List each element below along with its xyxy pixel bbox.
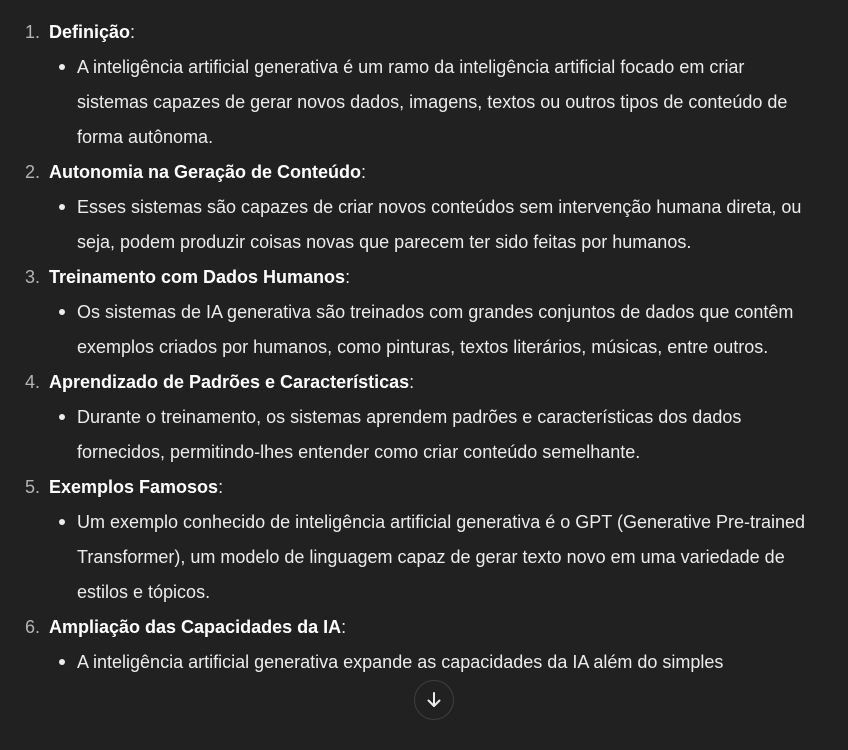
bullet-text: Esses sistemas são capazes de criar novos conteúdos sem intervenção humana direta, ou seja, podem produzir coisas novas que parecem ter sido feitas por humanos. (0, 190, 817, 260)
list-item-number: 2. (24, 162, 40, 182)
list-item (0, 15, 848, 155)
list-item (0, 365, 848, 470)
bullet-dot (59, 519, 65, 525)
bullet-text: A inteligência artificial generativa expande as capacidades da IA além do simples (0, 645, 817, 680)
list-item-number: 4. (24, 372, 40, 392)
bullet-text: Durante o treinamento, os sistemas aprendem padrões e características dos dados fornecidos, permitindo-lhes entender como criar conteúdo semelhante. (0, 400, 817, 470)
list-item-heading: 1. Definição: (0, 15, 848, 50)
list-item-heading: 4. Aprendizado de Padrões e Características: (0, 365, 848, 400)
list-item-title: Treinamento com Dados Humanos (49, 267, 346, 287)
scroll-to-bottom-button[interactable] (414, 680, 454, 720)
list-item-heading: 2. Autonomia na Geração de Conteúdo: (0, 155, 848, 190)
bullet-text: Os sistemas de IA generativa são treinados com grandes conjuntos de dados que contêm exemplos criados por humanos, como pinturas, textos literários, músicas, entre outros. (0, 295, 817, 365)
list-item-number: 6. (24, 617, 40, 637)
arrow-down-icon (424, 690, 444, 710)
bullet-dot (59, 64, 65, 70)
list-item-number: 1. (24, 22, 40, 42)
list-item-number: 5. (24, 477, 40, 497)
bullet-dot (59, 204, 65, 210)
bullet-dot (59, 414, 65, 420)
response-content (0, 15, 848, 680)
list-item-number: 3. (24, 267, 40, 287)
list-item-title: Ampliação das Capacidades da IA (49, 617, 342, 637)
list-item-heading: 5. Exemplos Famosos: (0, 470, 848, 505)
bullet-text: A inteligência artificial generativa é um ramo da inteligência artificial focado em criar sistemas capazes de gerar novos dados, imagens, textos ou outros tipos de conteúdo de forma autônoma. (0, 50, 817, 155)
list-item-title: Definição (49, 22, 131, 42)
list-item-title: Autonomia na Geração de Conteúdo (49, 162, 362, 182)
list-item (0, 260, 848, 365)
bullet-text: Um exemplo conhecido de inteligência artificial generativa é o GPT (Generative Pre-trained Transformer), um modelo de linguagem capaz de gerar texto novo em uma variedade de estilos e tópicos. (0, 505, 817, 610)
list-item (0, 610, 848, 680)
list-item (0, 470, 848, 610)
list-item-title: Aprendizado de Padrões e Características (49, 372, 410, 392)
list-item-heading: 6. Ampliação das Capacidades da IA: (0, 610, 848, 645)
bullet-dot (59, 659, 65, 665)
list-item-heading: 3. Treinamento com Dados Humanos: (0, 260, 848, 295)
list-item (0, 155, 848, 260)
bullet-dot (59, 309, 65, 315)
list-item-title: Exemplos Famosos (49, 477, 219, 497)
